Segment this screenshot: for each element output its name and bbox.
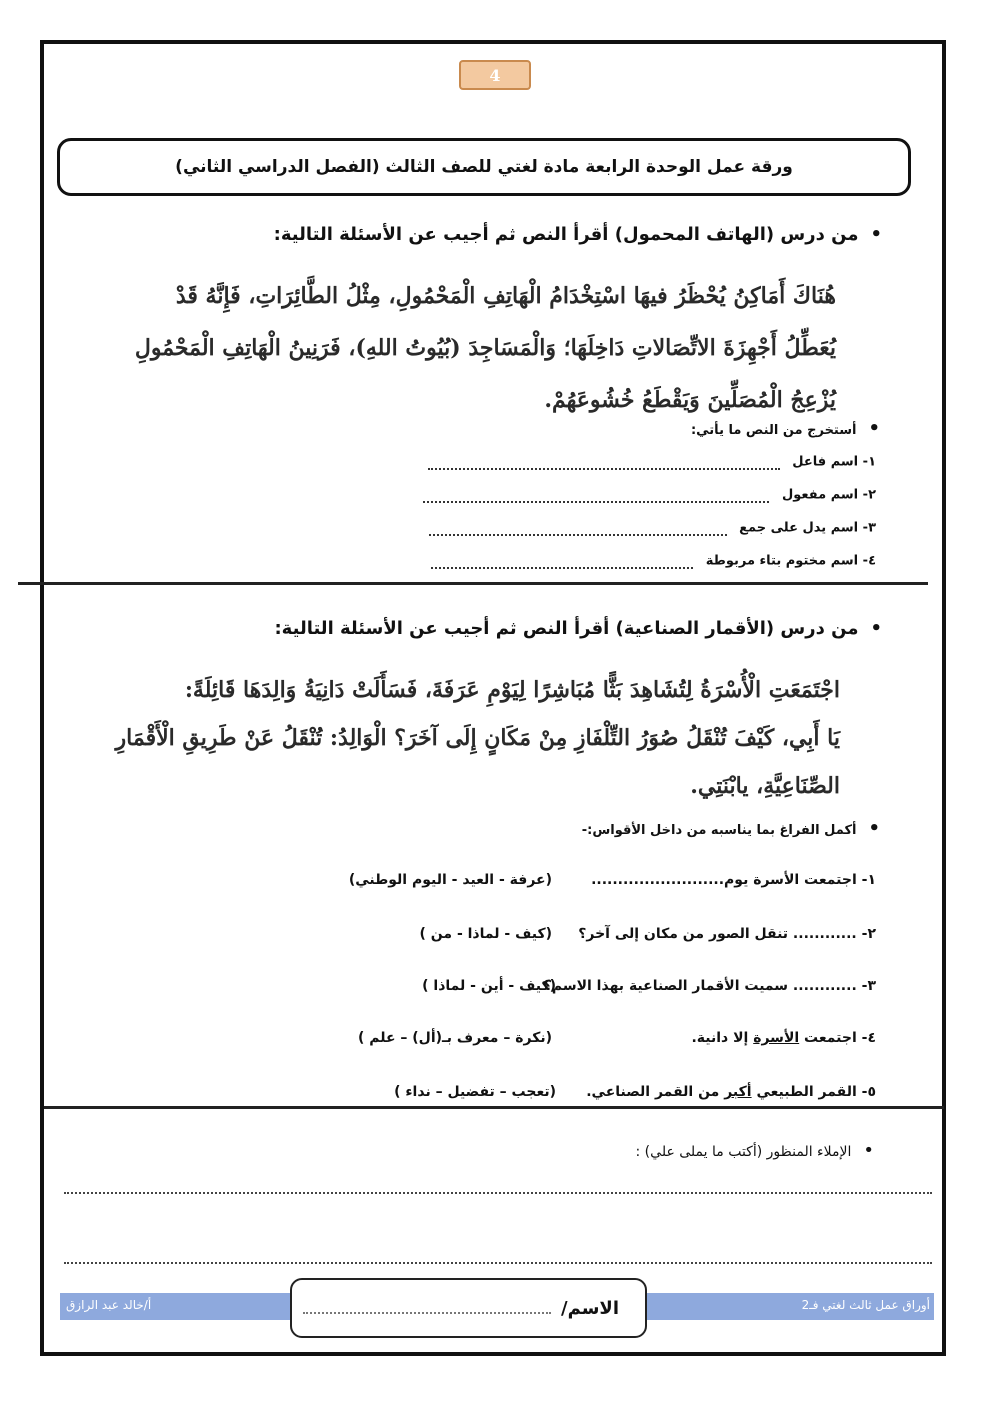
section-divider	[18, 582, 928, 585]
page-number-badge: 4	[459, 60, 531, 90]
extract-item-4	[431, 553, 876, 569]
section2-passage-line1: اجْتَمَعَتِ الْأُسْرَةُ لِتُشَاهِدَ بَثًّا مُبَاشِرًا لِيَوْمِ عَرَفَةَ، فَسَأَلَتْ دَانِيَةُ وَالِدَهَا قَائِلَةً:	[184, 677, 840, 703]
answer-line[interactable]	[428, 454, 780, 470]
question-text: من القمر الصناعي.	[586, 1084, 725, 1100]
extract-item-label: ١- اسم فاعل	[792, 454, 876, 470]
extract-item-label: ٤- اسم مختوم بتاء مربوطة	[705, 553, 876, 569]
section2-passage-line3: الصِّنَاعِيَّةِ، يابْنَتِي.	[690, 773, 840, 799]
question-number: ٥-	[861, 1084, 876, 1100]
section3-heading: • الإملاء المنظور (أكتب ما يملى علي) :	[636, 1140, 874, 1161]
underlined-word: الأسرة	[753, 1030, 800, 1046]
question-number: ٣-	[861, 978, 876, 994]
section-divider	[44, 1106, 944, 1109]
section2-passage-line2: يَا أَبِي، كَيْفَ تُنْقَلُ صُوَرُ التِّلْفَازِ مِنْ مَكَانٍ إِلَى آخَرَ؟ الْوَالِدُ: تُنْقَلُ عَنْ طَرِيقِ الْأَقْمَارِ	[115, 725, 840, 751]
question-text: ............ سميت الأقمار الصناعية بهذا الاسم؟	[543, 978, 857, 994]
extract-item-1	[428, 454, 876, 470]
footer-series: أوراق عمل ثالث لغتي فـ2	[801, 1298, 930, 1312]
question-number: ١-	[861, 872, 876, 888]
answer-line[interactable]	[423, 487, 769, 503]
question-5-options: (تعجب – تفضيل – نداء )	[394, 1084, 556, 1100]
underlined-word: أكبر	[724, 1084, 752, 1100]
name-label: الاسم/	[561, 1297, 619, 1319]
worksheet-title-box	[57, 138, 911, 196]
question-5	[586, 1084, 876, 1100]
question-1-options: (عرفة - العيد - اليوم الوطني)	[348, 872, 552, 888]
question-text: اجتمعت الأسرة يوم.........................	[591, 872, 857, 888]
extract-item-label: ٣- اسم يدل على جمع	[739, 520, 876, 536]
name-box	[290, 1278, 647, 1338]
question-1	[591, 872, 876, 888]
section2-heading: • من درس (الأقمار الصناعية) أقرأ النص ثم أجيب عن الأسئلة التالية:	[274, 618, 882, 639]
dictation-line-1[interactable]	[64, 1192, 932, 1194]
section1-passage-line3: يُزْعِجُ الْمُصَلِّينَ وَيَقْطَعُ خُشُوعَهُمْ.	[544, 387, 836, 413]
question-text: إلا دانية.	[691, 1030, 754, 1046]
footer-author: أ/خالد عبد الرازق	[66, 1298, 152, 1312]
question-4-options: (نكرة – معرف بـ(أل) – علم )	[358, 1030, 552, 1046]
worksheet-title: ورقة عمل الوحدة الرابعة مادة لغتي للصف الثالث (الفصل الدراسي الثاني)	[175, 157, 793, 177]
dictation-line-2[interactable]	[64, 1262, 932, 1264]
question-2-options: (كيف - لماذا - من )	[419, 926, 552, 942]
section1-heading: • من درس (الهاتف المحمول) أقرأ النص ثم أجيب عن الأسئلة التالية:	[274, 224, 882, 245]
question-number: ٤-	[861, 1030, 876, 1046]
extract-item-3	[429, 520, 876, 536]
answer-line[interactable]	[431, 553, 693, 569]
extract-item-2	[423, 487, 876, 503]
section1-passage-line2: يُعَطِّلُ أَجْهِزَةَ الاتِّصَالاتِ دَاخِلَهَا؛ وَالْمَسَاجِدَ (بُيُوتُ اللهِ)، فَرَنِينُ الْهَاتِفِ الْمَحْمُولِ	[134, 335, 836, 361]
question-number: ٢-	[861, 926, 876, 942]
extract-item-label: ٢- اسم مفعول	[782, 487, 876, 503]
name-input-line[interactable]	[303, 1302, 551, 1314]
answer-line[interactable]	[429, 520, 727, 536]
question-text: القمر الطبيعي	[751, 1084, 857, 1100]
question-text: اجتمعت	[799, 1030, 857, 1046]
question-4	[691, 1030, 876, 1046]
question-3	[544, 978, 876, 994]
section1-instruction: • أستخرج من النص ما يأتي:	[691, 418, 880, 439]
question-2	[578, 926, 876, 942]
question-text: ............ تنقل الصور من مكان إلى آخر؟	[578, 926, 857, 942]
section1-passage-line1: هُنَاكَ أَمَاكِنُ يُحْظَرُ فيهَا اسْتِخْدَامُ الْهَاتِفِ الْمَحْمُولِ، مِثْلُ الطَّائِرَاتِ، فَإِنَّهُ قَدْ	[175, 283, 836, 309]
question-3-options: (كيف - أين - لماذا )	[422, 978, 556, 994]
section2-instruction: • أكمل الفراغ بما يناسبه من داخل الأقواس:-	[582, 818, 880, 839]
